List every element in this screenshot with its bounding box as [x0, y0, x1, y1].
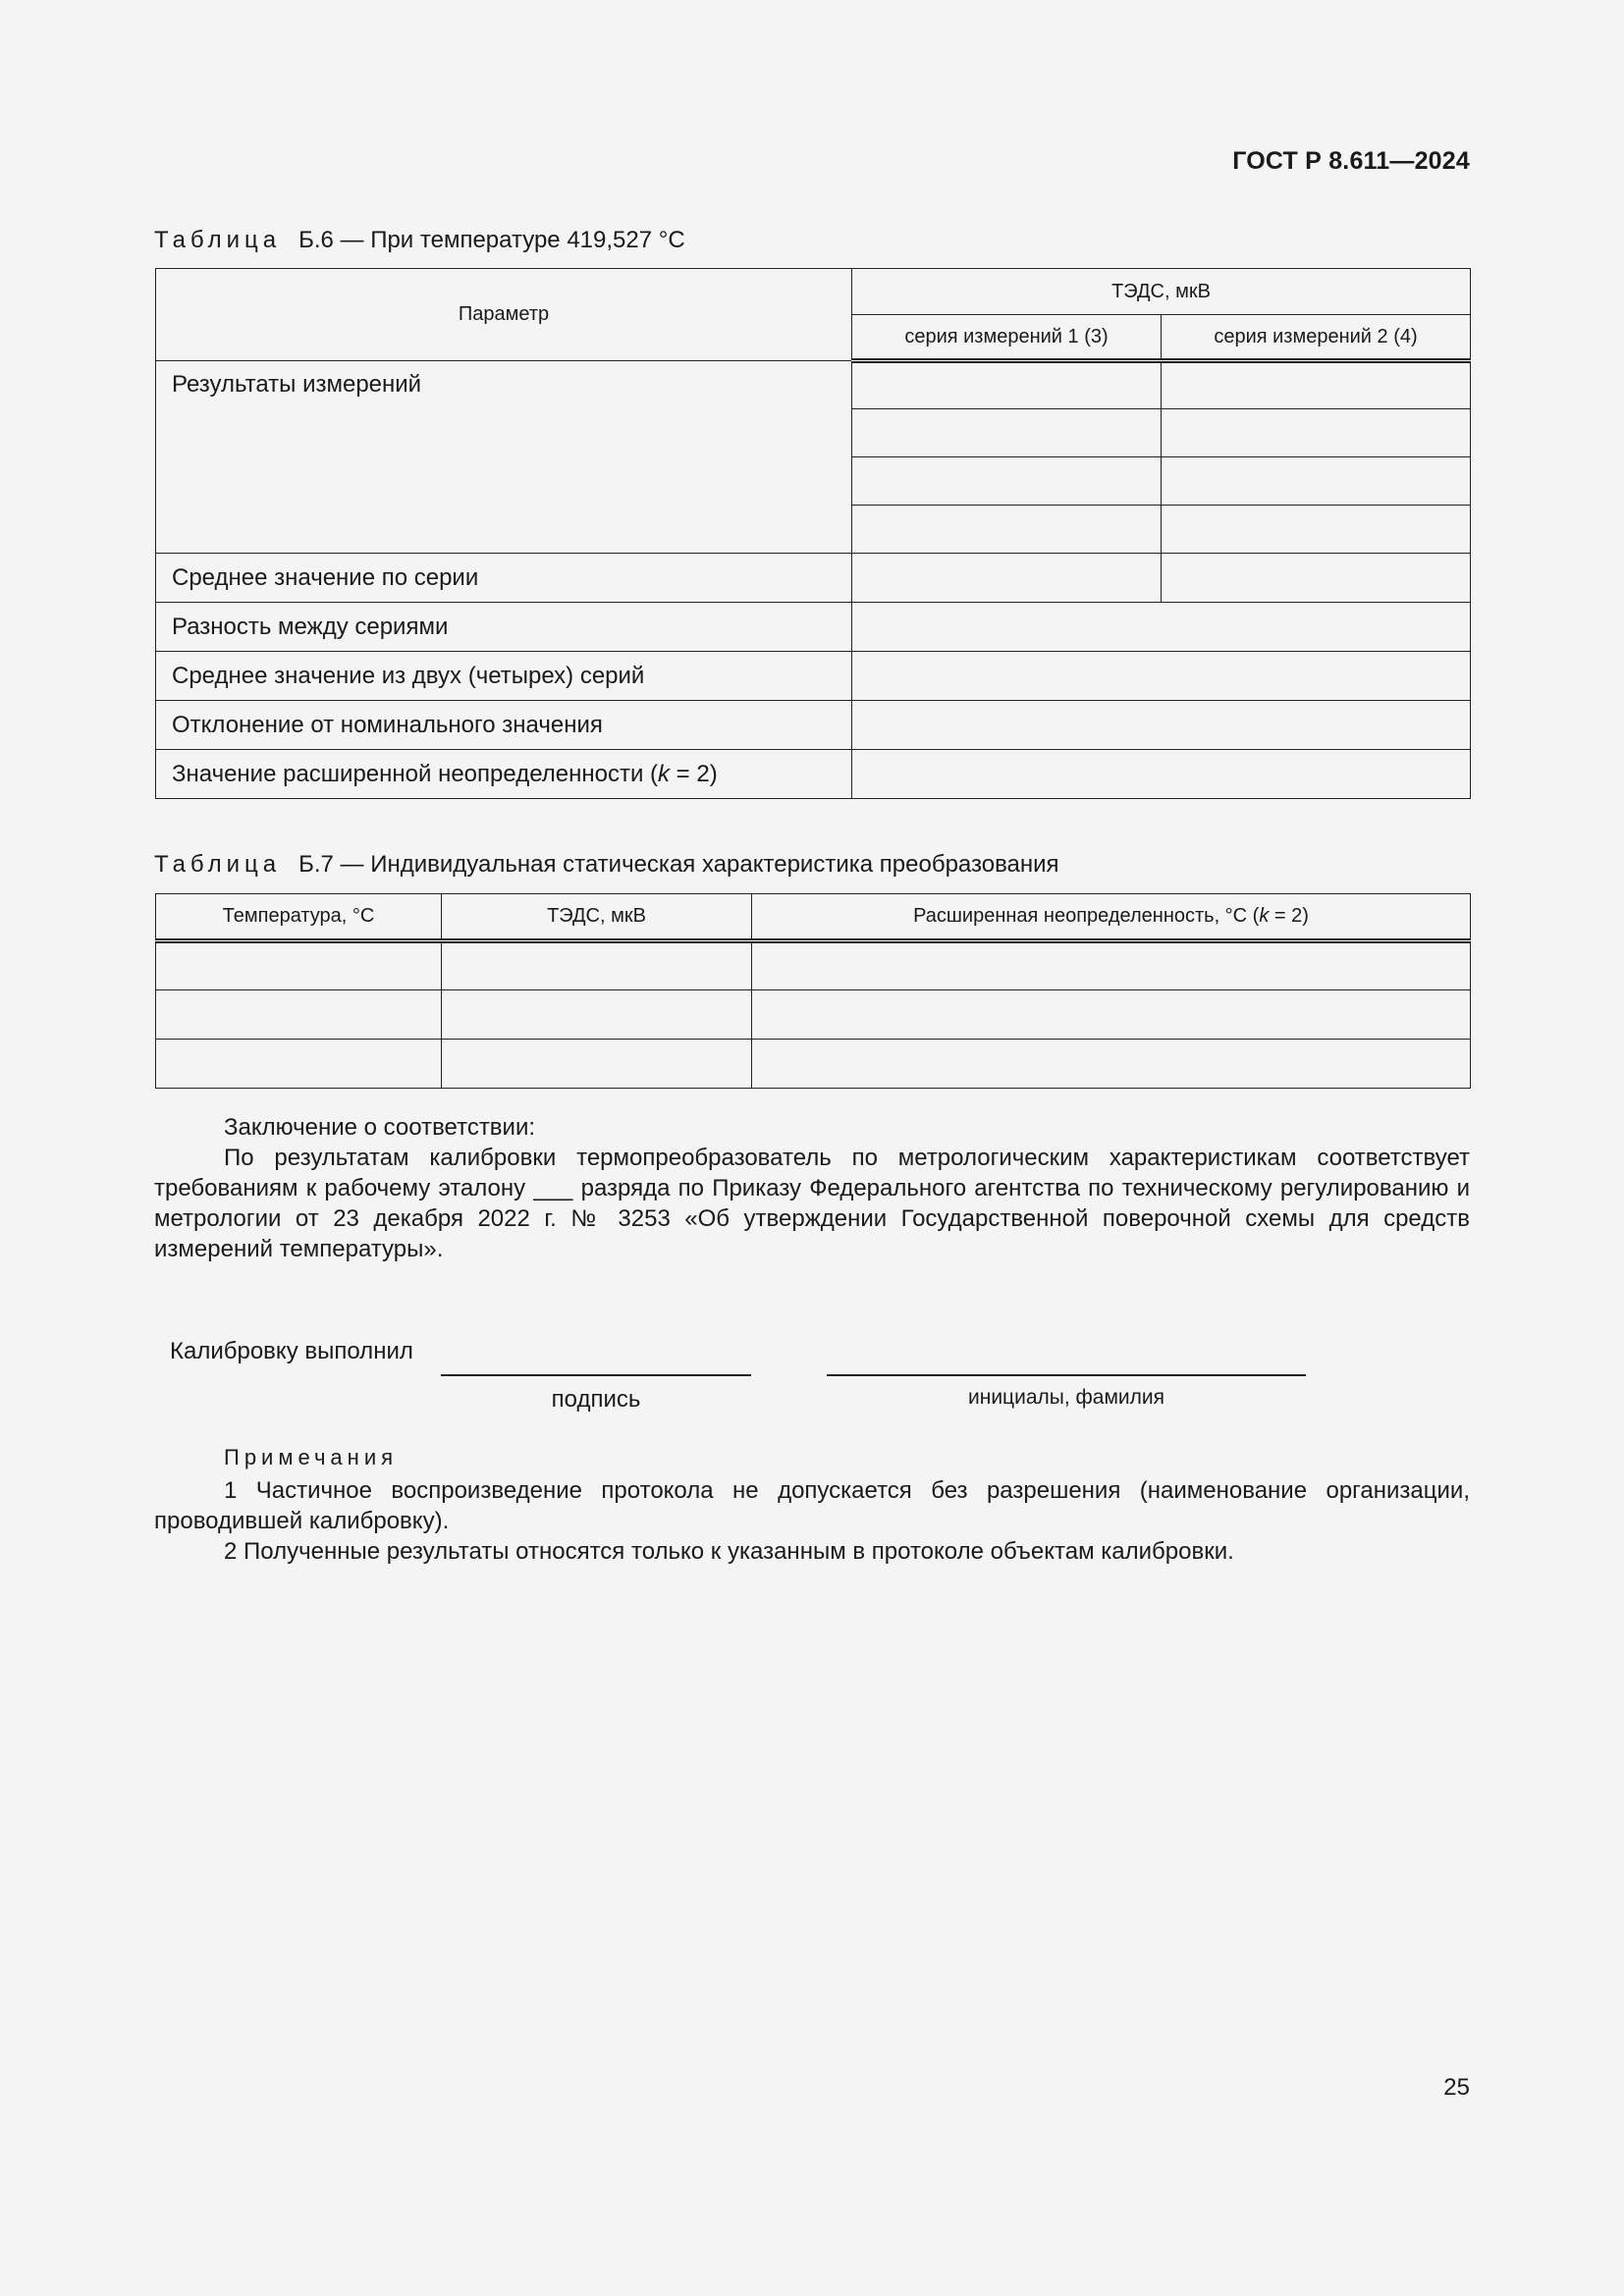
table-b6 [155, 268, 1471, 799]
signature-label: Калибровку выполнил [170, 1338, 413, 1364]
table-b6-row-deviation: Отклонение от номинального значения [156, 701, 852, 750]
table-cell [852, 701, 1471, 750]
table-cell [442, 990, 752, 1040]
table-b6-header-series2: серия измерений 2 (4) [1162, 315, 1471, 361]
table-b7-header-uncertainty [752, 894, 1471, 941]
table-cell [852, 554, 1162, 603]
table-cell [1162, 506, 1471, 554]
standard-designation: ГОСТ Р 8.611—2024 [1232, 147, 1470, 175]
table-cell [852, 603, 1471, 652]
table-b6-caption [154, 227, 685, 254]
name-line [827, 1374, 1306, 1376]
table-cell [442, 1040, 752, 1089]
table-b6-row-uncertainty [156, 750, 852, 799]
table-cell [1162, 457, 1471, 506]
uncertainty-header-start: Расширенная неопределенность, °C ( [913, 905, 1260, 927]
table-b6-header-emf: ТЭДС, мкВ [852, 269, 1471, 315]
table-b7-header-emf: ТЭДС, мкВ [442, 894, 752, 941]
table-cell [156, 1040, 442, 1089]
notes-title: Примечания [224, 1445, 399, 1469]
table-b6-row-mean-all: Среднее значение из двух (четырех) серий [156, 652, 852, 701]
uncertainty-label-start: Значение расширенной неопределенности ( [172, 760, 659, 787]
table-b6-header-series1: серия измерений 1 (3) [852, 315, 1162, 361]
signature-caption: подпись [551, 1386, 641, 1413]
table-b7 [155, 893, 1471, 1089]
table-b6-row-mean-series: Среднее значение по серии [156, 554, 852, 603]
uncertainty-header-end: = 2) [1269, 905, 1309, 927]
table-b6-header-param: Параметр [156, 269, 852, 361]
table-b6-row-results: Результаты измерений [156, 361, 852, 554]
table-cell [852, 652, 1471, 701]
table-cell [156, 990, 442, 1040]
table-b7-caption-text: Б.7 — Индивидуальная статическая характеристика преобразования [298, 851, 1059, 878]
table-b6-caption-text: Б.6 — При температуре 419,527 °C [298, 227, 685, 253]
table-cell [852, 750, 1471, 799]
table-b6-caption-word: Таблица [154, 227, 282, 253]
table-cell [852, 506, 1162, 554]
conclusion-title: Заключение о соответствии: [224, 1114, 536, 1141]
uncertainty-label-end: = 2) [670, 760, 718, 787]
note-item-1: 1 Частичное воспроизведение протокола не допускается без разрешения (наименование организации, проводившей калибровку). [154, 1477, 1470, 1534]
table-cell [1162, 361, 1471, 409]
signature-line [441, 1374, 751, 1376]
conclusion-text: По результатам калибровки термопреобразователь по метрологическим характеристикам соответствует требованиям к рабочему эталону ___ разряда по Приказу Федерального агентства по техническому регулированию и метрологии от 23 декабря 2022 г. № 3253 «Об утверждении Государственной поверочной схемы для средств измерений температуры». [154, 1145, 1470, 1262]
table-cell [156, 941, 442, 990]
table-cell [1162, 554, 1471, 603]
table-cell [852, 409, 1162, 457]
table-cell [1162, 409, 1471, 457]
table-b6-row-diff: Разность между сериями [156, 603, 852, 652]
name-caption: инициалы, фамилия [968, 1386, 1164, 1409]
table-cell [442, 941, 752, 990]
table-cell [752, 1040, 1471, 1089]
table-b7-header-temp: Температура, °C [156, 894, 442, 941]
coverage-factor-symbol: k [1259, 905, 1270, 927]
page-number: 25 [1443, 2074, 1470, 2101]
table-cell [852, 361, 1162, 409]
table-cell [752, 941, 1471, 990]
note-item-2: 2 Полученные результаты относятся только к указанным в протоколе объектам калибровки. [224, 1538, 1234, 1565]
coverage-factor-symbol: k [658, 760, 671, 787]
table-cell [852, 457, 1162, 506]
table-cell [752, 990, 1471, 1040]
table-b7-caption-word: Таблица [154, 851, 282, 878]
table-b7-caption [154, 851, 1059, 879]
